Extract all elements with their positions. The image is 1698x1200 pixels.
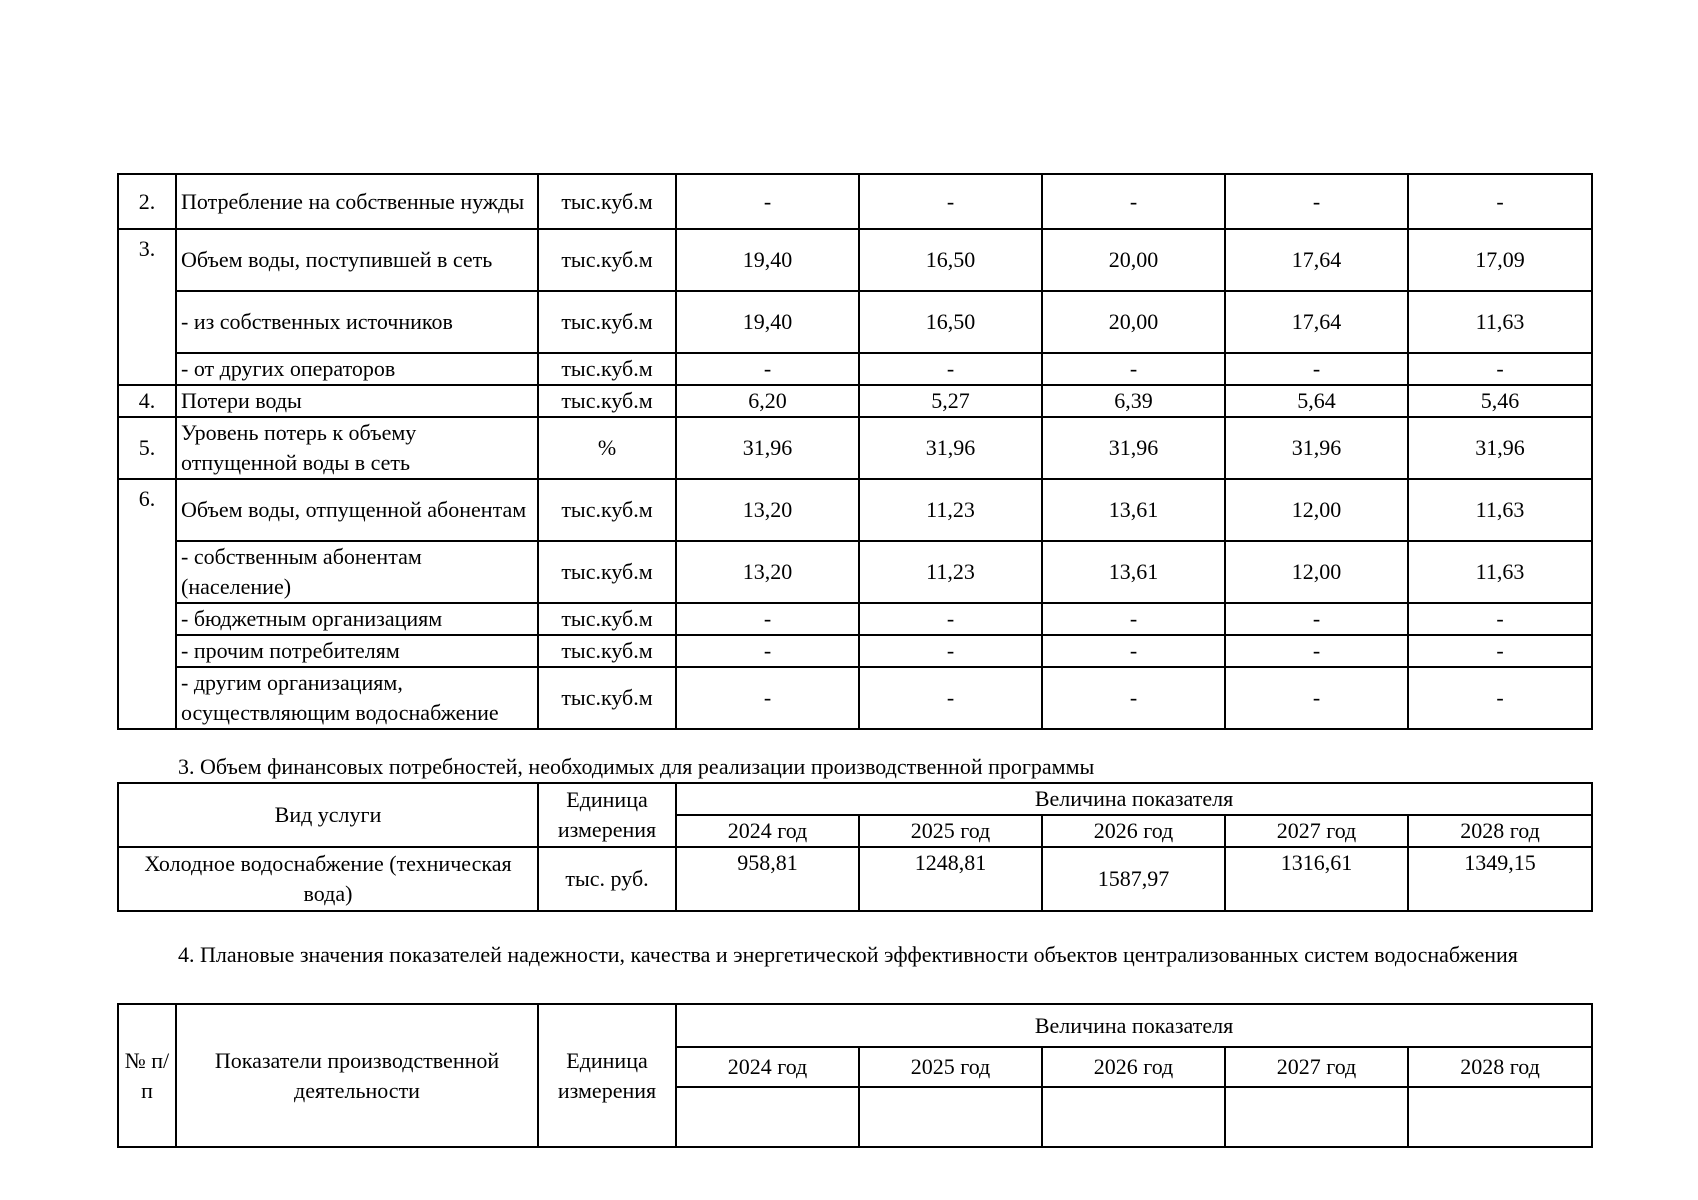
row-unit: %: [538, 417, 676, 479]
value-2028: -: [1408, 603, 1592, 635]
row-label: - собственным абонентам (население): [176, 541, 538, 603]
row-label: - из собственных источников: [176, 291, 538, 353]
row-unit: тыс.куб.м: [538, 603, 676, 635]
row-number: 6.: [118, 479, 176, 729]
value-2025: 16,50: [859, 229, 1042, 291]
value-2026: -: [1042, 353, 1225, 385]
value-2028: 1349,15: [1408, 847, 1592, 911]
value-2028: 17,09: [1408, 229, 1592, 291]
row-unit: тыс.куб.м: [538, 291, 676, 353]
year-2027: 2027 год: [1225, 815, 1408, 847]
year-2024: 2024 год: [676, 1047, 859, 1087]
financial-needs-table: [117, 782, 1593, 912]
value-2024: -: [676, 667, 859, 729]
value-2024: 958,81: [676, 847, 859, 911]
value-2028: -: [1408, 667, 1592, 729]
value-2025: 5,27: [859, 385, 1042, 417]
value-2025: -: [859, 635, 1042, 667]
row-unit: тыс.куб.м: [538, 174, 676, 229]
value-2027: -: [1225, 603, 1408, 635]
value-2025: 31,96: [859, 417, 1042, 479]
value-2026: 20,00: [1042, 229, 1225, 291]
table-row: [118, 174, 1592, 229]
value-2025: 11,23: [859, 479, 1042, 541]
year-2027: 2027 год: [1225, 1047, 1408, 1087]
table-row: [118, 479, 1592, 541]
row-unit: тыс.куб.м: [538, 541, 676, 603]
value-2028: 11,63: [1408, 291, 1592, 353]
value-2027: -: [1225, 174, 1408, 229]
value-2026: -: [1042, 174, 1225, 229]
row-unit: тыс.куб.м: [538, 229, 676, 291]
service-name: Холодное водоснабжение (техническая вода): [118, 847, 538, 911]
table-row: [118, 667, 1592, 729]
header-value: Величина показателя: [676, 1004, 1592, 1047]
value-2024: -: [676, 174, 859, 229]
header-number: № п/п: [118, 1004, 176, 1147]
row-unit: тыс.куб.м: [538, 635, 676, 667]
row-label: Потребление на собственные нужды: [176, 174, 538, 229]
header-indicator: Показатели производственной деятельности: [176, 1004, 538, 1147]
value-2027: -: [1225, 353, 1408, 385]
year-2026: 2026 год: [1042, 1047, 1225, 1087]
header-unit: Единица измерения: [538, 1004, 676, 1147]
table-row: [118, 229, 1592, 291]
value-2026: -: [1042, 635, 1225, 667]
table-row: [118, 541, 1592, 603]
row-unit: тыс.куб.м: [538, 353, 676, 385]
year-2025: 2025 год: [859, 1047, 1042, 1087]
empty-cell: [1042, 1087, 1225, 1147]
table-row: [118, 353, 1592, 385]
section-3-caption: 3. Объем финансовых потребностей, необходимых для реализации производственной программы: [178, 754, 1095, 779]
service-unit: тыс. руб.: [538, 847, 676, 911]
value-2024: 13,20: [676, 479, 859, 541]
value-2027: 31,96: [1225, 417, 1408, 479]
value-2028: 11,63: [1408, 541, 1592, 603]
table-row: [118, 385, 1592, 417]
value-2025: 11,23: [859, 541, 1042, 603]
table-row: [118, 291, 1592, 353]
value-2025: 16,50: [859, 291, 1042, 353]
year-2024: 2024 год: [676, 815, 859, 847]
value-2028: -: [1408, 635, 1592, 667]
value-2026: -: [1042, 603, 1225, 635]
value-2024: 13,20: [676, 541, 859, 603]
value-2024: 19,40: [676, 291, 859, 353]
empty-cell: [1408, 1087, 1592, 1147]
table-row: [118, 847, 1592, 911]
value-2028: -: [1408, 353, 1592, 385]
value-2026: 13,61: [1042, 479, 1225, 541]
row-label: - от других операторов: [176, 353, 538, 385]
value-2025: -: [859, 174, 1042, 229]
row-label: Объем воды, отпущенной абонентам: [176, 479, 538, 541]
header-value: Величина показателя: [676, 783, 1592, 815]
row-number: 3.: [118, 229, 176, 385]
value-2024: 6,20: [676, 385, 859, 417]
row-label: - прочим потребителям: [176, 635, 538, 667]
value-2026: -: [1042, 667, 1225, 729]
value-2026: 20,00: [1042, 291, 1225, 353]
header-service: Вид услуги: [118, 783, 538, 847]
year-2025: 2025 год: [859, 815, 1042, 847]
row-number: 2.: [118, 174, 176, 229]
value-2027: 17,64: [1225, 291, 1408, 353]
row-label: - другим организациям, осуществляющим водоснабжение: [176, 667, 538, 729]
value-2025: -: [859, 603, 1042, 635]
value-2027: -: [1225, 667, 1408, 729]
value-2024: -: [676, 603, 859, 635]
table-row: [118, 417, 1592, 479]
value-2026: 31,96: [1042, 417, 1225, 479]
value-2028: 31,96: [1408, 417, 1592, 479]
row-label: Объем воды, поступившей в сеть: [176, 229, 538, 291]
value-2024: -: [676, 353, 859, 385]
year-2028: 2028 год: [1408, 1047, 1592, 1087]
header-row: [118, 783, 1592, 815]
header-unit: Единица измерения: [538, 783, 676, 847]
row-unit: тыс.куб.м: [538, 667, 676, 729]
row-label: - бюджетным организациям: [176, 603, 538, 635]
value-2025: -: [859, 667, 1042, 729]
section-4-caption: 4. Плановые значения показателей надежности, качества и энергетической эффективности объектов централизованных систем водоснабжения: [178, 942, 1518, 967]
row-unit: тыс.куб.м: [538, 385, 676, 417]
value-2026: 13,61: [1042, 541, 1225, 603]
production-indicators-table: [117, 173, 1593, 730]
year-2026: 2026 год: [1042, 815, 1225, 847]
empty-cell: [676, 1087, 859, 1147]
value-2025: 1248,81: [859, 847, 1042, 911]
row-number: 5.: [118, 417, 176, 479]
value-2027: 5,64: [1225, 385, 1408, 417]
empty-cell: [1225, 1087, 1408, 1147]
row-number: 4.: [118, 385, 176, 417]
value-2024: 19,40: [676, 229, 859, 291]
value-2025: -: [859, 353, 1042, 385]
value-2028: -: [1408, 174, 1592, 229]
value-2027: 17,64: [1225, 229, 1408, 291]
empty-cell: [859, 1087, 1042, 1147]
header-row: [118, 1004, 1592, 1047]
value-2024: 31,96: [676, 417, 859, 479]
value-2026: 1587,97: [1042, 847, 1225, 911]
year-2028: 2028 год: [1408, 815, 1592, 847]
value-2028: 5,46: [1408, 385, 1592, 417]
value-2026: 6,39: [1042, 385, 1225, 417]
value-2027: 1316,61: [1225, 847, 1408, 911]
table-row: [118, 603, 1592, 635]
value-2024: -: [676, 635, 859, 667]
planned-indicators-table: [117, 1003, 1593, 1148]
table-row: [118, 635, 1592, 667]
value-2028: 11,63: [1408, 479, 1592, 541]
row-label: Потери воды: [176, 385, 538, 417]
value-2027: -: [1225, 635, 1408, 667]
row-label: Уровень потерь к объему отпущенной воды в сеть: [176, 417, 538, 479]
value-2027: 12,00: [1225, 479, 1408, 541]
row-unit: тыс.куб.м: [538, 479, 676, 541]
value-2027: 12,00: [1225, 541, 1408, 603]
